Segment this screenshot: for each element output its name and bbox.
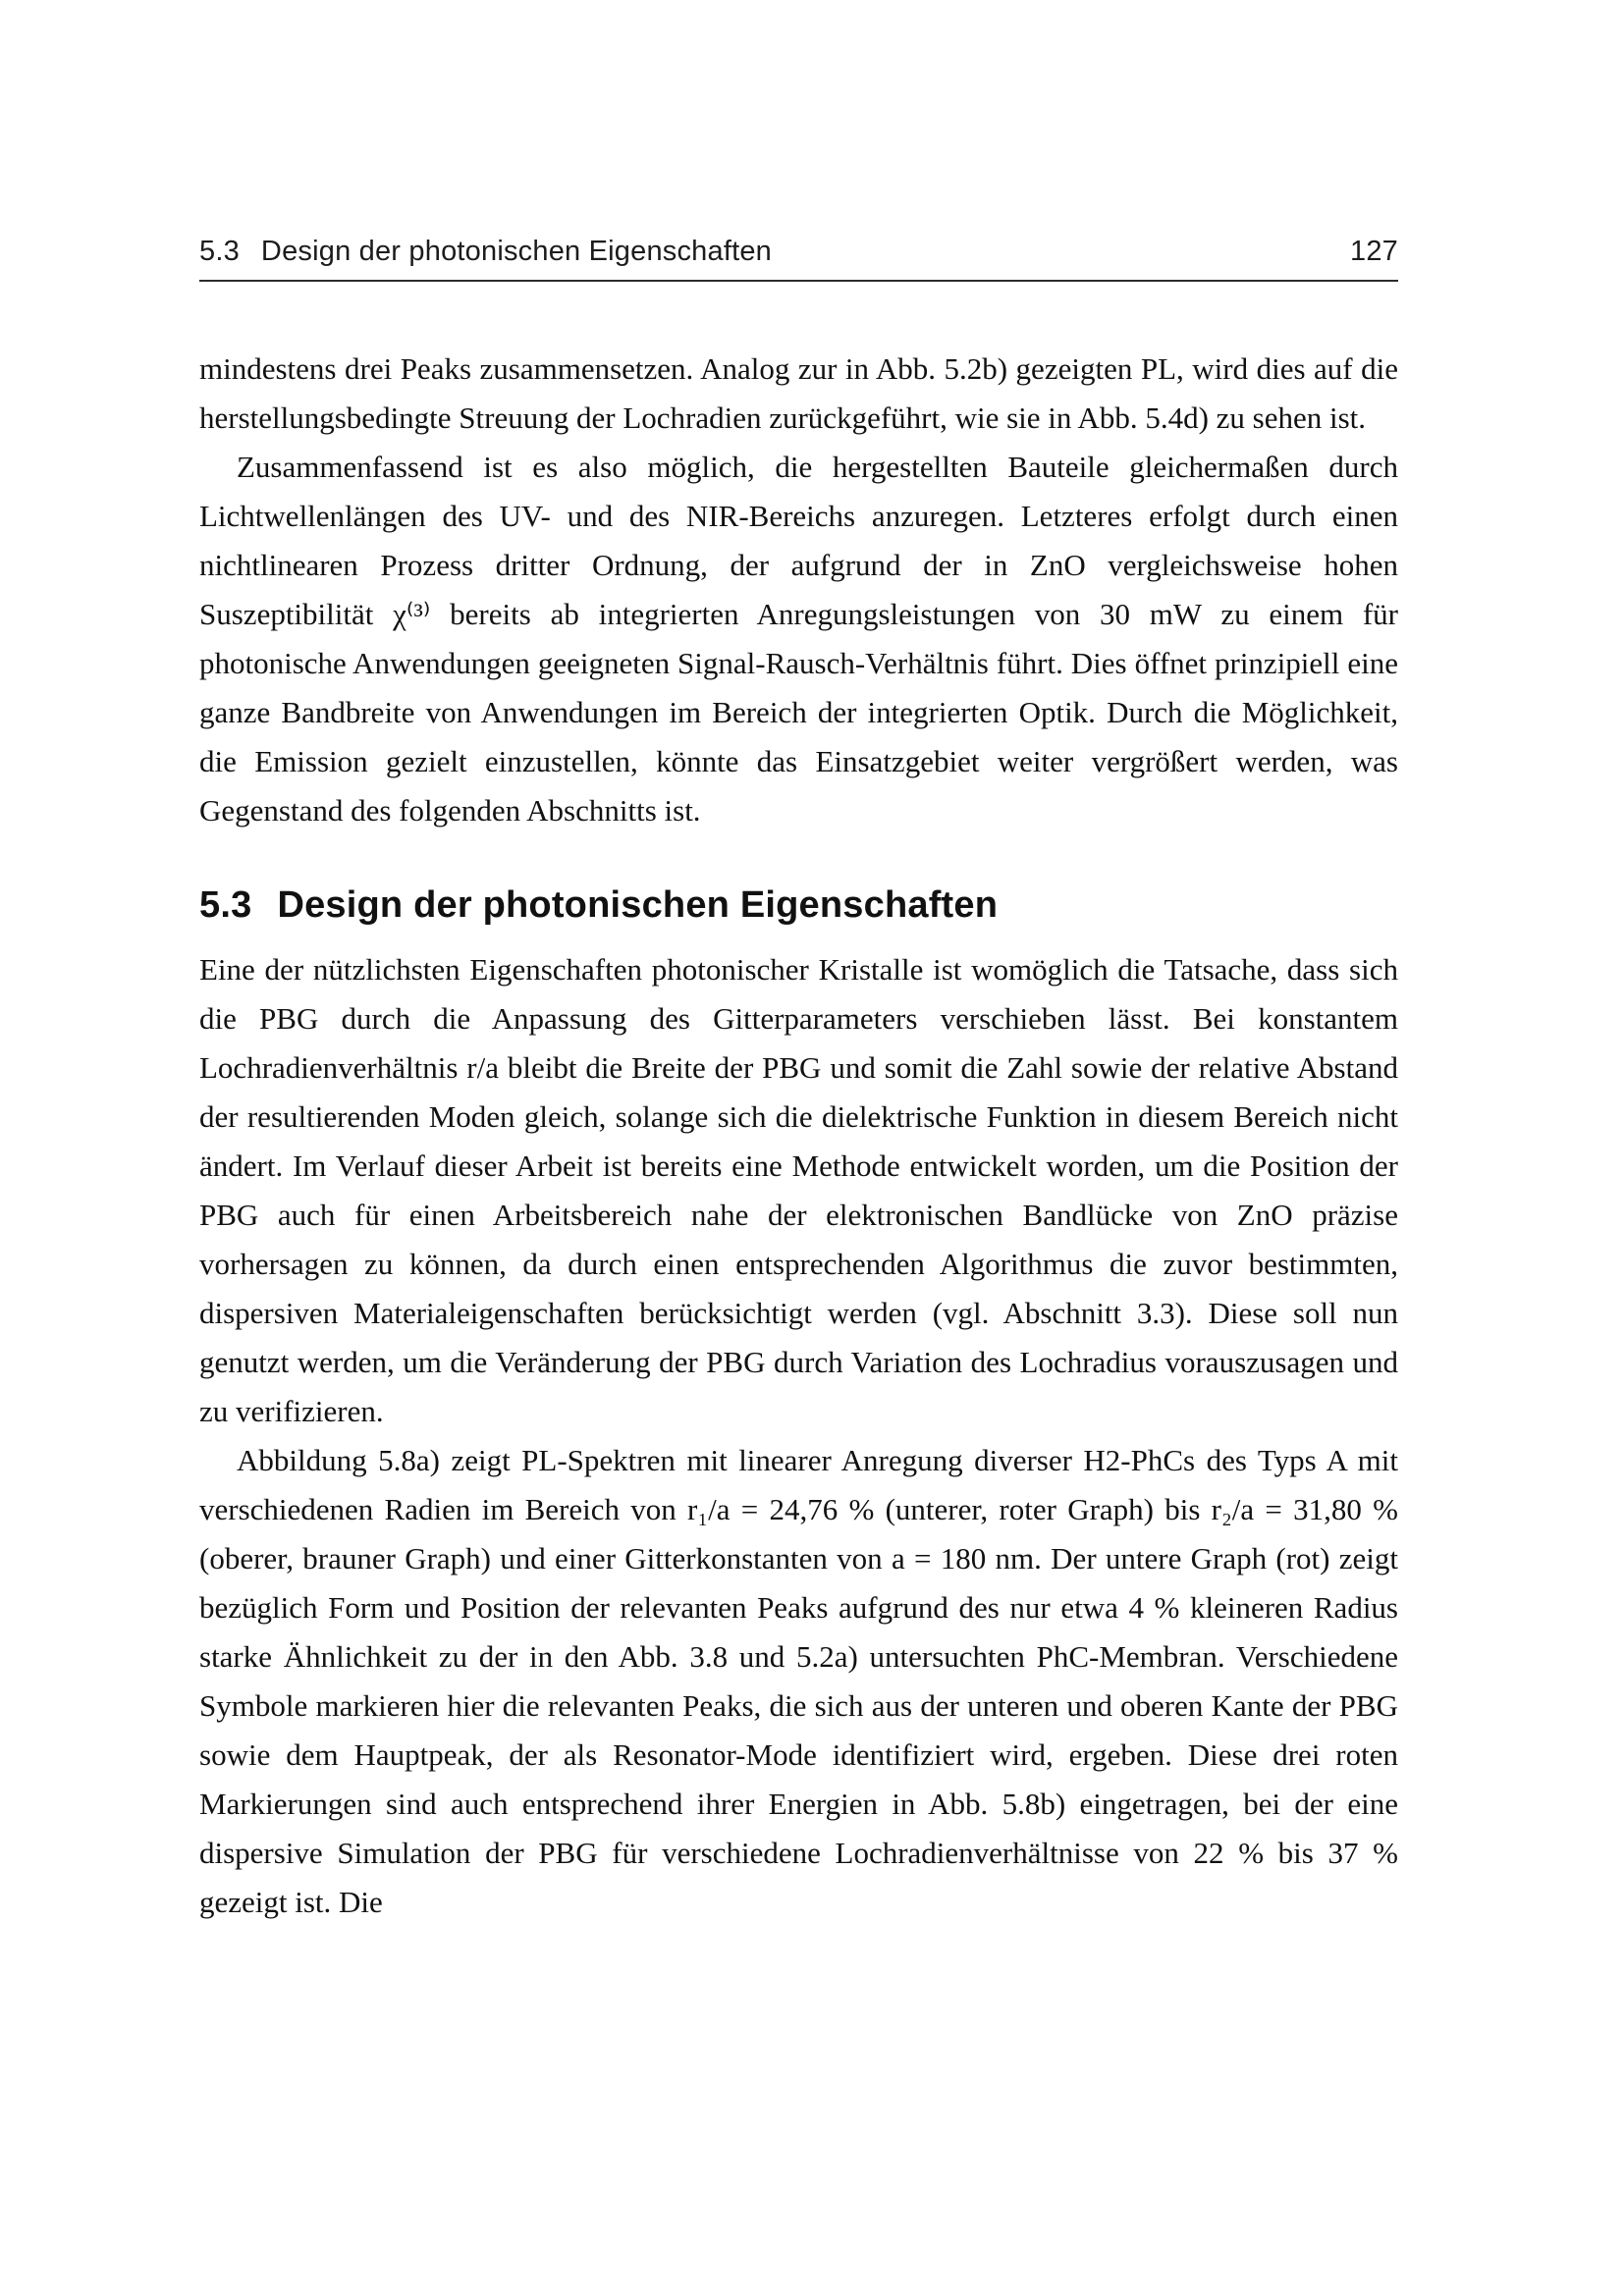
section-heading — [199, 882, 1398, 930]
paragraph-section-intro: Eine der nützlichsten Eigenschaften photonischer Kristalle ist womöglich die Tatsache, dass sich die PBG durch die Anpassung des Gitterparameters verschieben lässt. Bei konstantem Lochradienverhältnis r/a bleibt die Breite der PBG und somit die Zahl sowie der relative Abstand der resultierenden Moden gleich, solange sich die dielektrische Funktion in diesem Bereich nicht ändert. Im Verlauf dieser Arbeit ist bereits eine Methode entwickelt worden, um die Position der PBG auch für einen Arbeitsbereich nahe der elektronischen Bandlücke von ZnO präzise vorhersagen zu können, da durch einen entsprechenden Algorithmus die zuvor bestimmten, dispersiven Materialeigenschaften berücksichtigt werden (vgl. Abschnitt 3.3). Diese soll nun genutzt werden, um die Veränderung der PBG durch Variation des Lochradius vorauszusagen und zu verifizieren. — [199, 951, 1398, 1428]
header-rule — [199, 280, 1398, 282]
section-title: Design der photonischen Eigenschaften — [277, 884, 999, 926]
paragraph-continuation: mindestens drei Peaks zusammensetzen. Analog zur in Abb. 5.2b) gezeigten PL, wird dies auf die herstellungsbedingte Streuung der Lochradien zurückgeführt, wie sie in Abb. 5.4d) zu sehen ist. — [199, 351, 1398, 435]
running-head — [199, 236, 772, 268]
running-header — [199, 236, 1398, 268]
running-head-title: Design der photonischen Eigenschaften — [260, 236, 773, 267]
paragraph-summary: Zusammenfassend ist es also möglich, die hergestellten Bauteile gleichermaßen durch Lichtwellenlängen des UV- und des NIR-Bereichs anzuregen. Letzteres erfolgt durch einen nichtlinearen Prozess dritter Ordnung, der aufgrund der in ZnO vergleichsweise hohen Suszeptibilität χ⁽³⁾ bereits ab integrierten Anregungsleistungen von 30 mW zu einem für photonische Anwendungen geeigneten Signal-Rausch-Verhältnis führt. Dies öffnet prinzipiell eine ganze Bandbreite von Anwendungen im Bereich der integrierten Optik. Durch die Möglichkeit, die Emission gezielt einzustellen, könnte das Einsatzgebiet weiter vergrößert werden, was Gegenstand des folgenden Abschnitts ist. — [199, 450, 1398, 828]
page-content — [199, 236, 1398, 1927]
running-head-section-number: 5.3 — [199, 236, 240, 267]
section-number: 5.3 — [199, 884, 252, 926]
body-text — [199, 345, 1398, 1927]
page-number: 127 — [1350, 236, 1398, 267]
paragraph-figure-description: Abbildung 5.8a) zeigt PL-Spektren mit linearer Anregung diverser H2-PhCs des Typs A mit verschiedenen Radien im Bereich von r₁/a = 24,76 % (unterer, roter Graph) bis r₂/a = 31,80 % (oberer, brauner Graph) und einer Gitterkonstanten von a = 180 nm. Der untere Graph (rot) zeigt bezüglich Form und Position der relevanten Peaks aufgrund des nur etwa 4 % kleineren Radius starke Ähnlichkeit zu der in den Abb. 3.8 und 5.2a) untersuchten PhC-Membran. Verschiedene Symbole markieren hier die relevanten Peaks, die sich aus der unteren und oberen Kante der PBG sowie dem Hauptpeak, der als Resonator-Mode identifiziert wird, ergeben. Diese drei roten Markierungen sind auch entsprechend ihrer Energien in Abb. 5.8b) eingetragen, bei der eine dispersive Simulation der PBG für verschiedene Lochradienverhältnisse von 22 % bis 37 % gezeigt ist. Die — [199, 1442, 1398, 1919]
